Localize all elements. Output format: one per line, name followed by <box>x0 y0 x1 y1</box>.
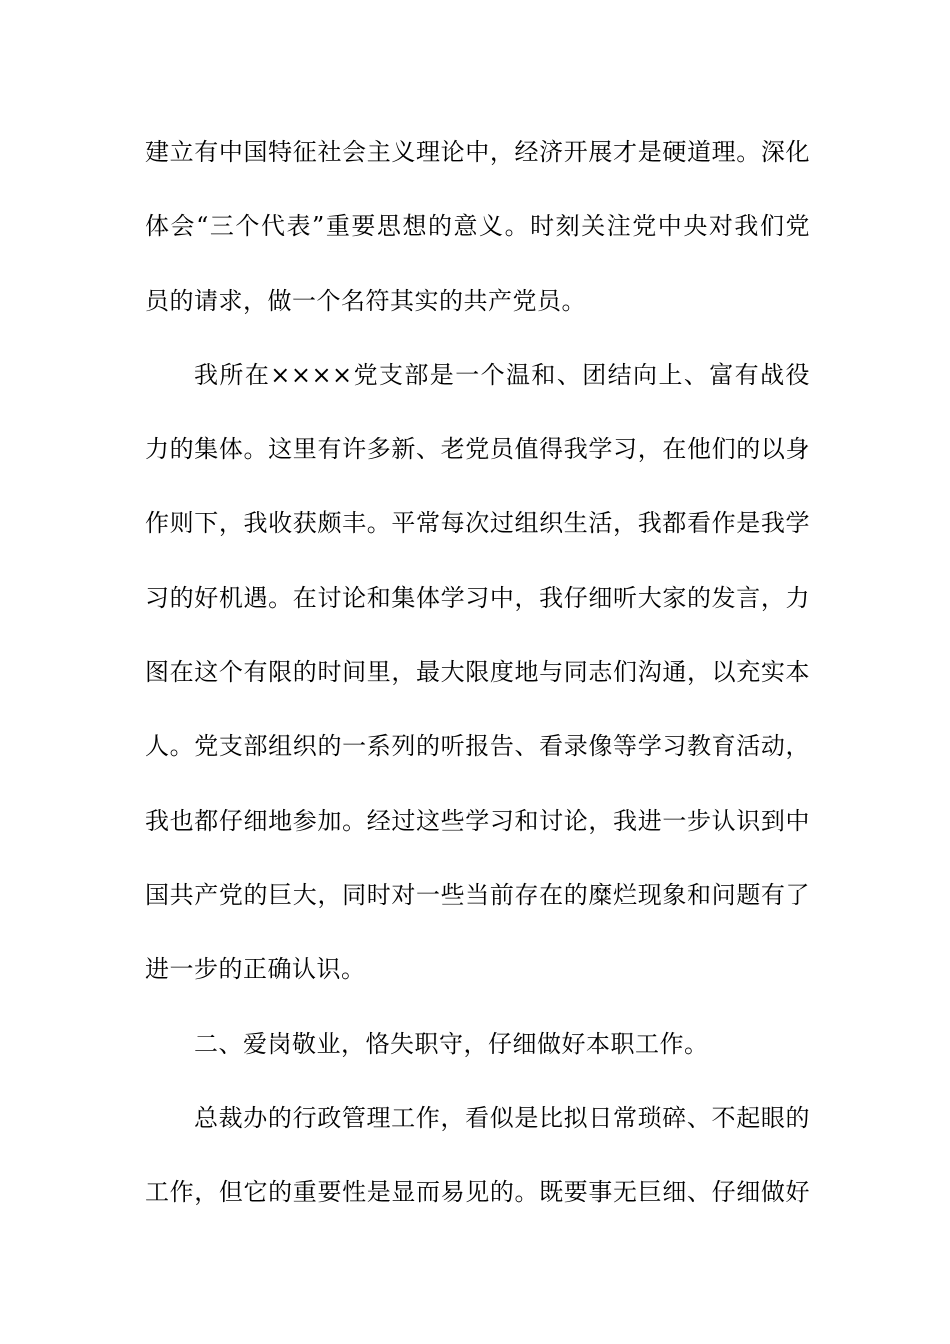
text-line: 人。党支部组织的一系列的听报告、看录像等学习教育活动， <box>145 732 810 761</box>
text-line: 体会“三个代表”重要思想的意义。时刻关注党中央对我们党 <box>145 212 810 241</box>
text-line: 员的请求，做一个名符其实的共产党员。 <box>145 286 586 315</box>
text-line: 建立有中国特征社会主义理论中，经济开展才是硬道理。深化 <box>145 138 810 166</box>
paragraph-2 <box>145 351 810 1020</box>
text-line: 工作，但它的重要性是显而易见的。既要事无巨细、仔细做好 <box>145 1178 810 1207</box>
text-line: 作则下，我收获颇丰。平常每次过组织生活，我都看作是我学 <box>145 509 810 538</box>
text-line: 习的好机遇。在讨论和集体学习中，我仔细听大家的发言，力 <box>145 583 810 612</box>
paragraph-3 <box>145 1094 810 1243</box>
paragraph-1 <box>145 128 810 351</box>
text-line: 我所在××××党支部是一个温和、团结向上、富有战役 <box>194 360 810 389</box>
heading-line: 二、爱岗敬业，恪失职守，仔细做好本职工作。 <box>194 1029 709 1058</box>
text-line: 国共产党的巨大，同时对一些当前存在的糜烂现象和问题有了 <box>145 880 810 909</box>
document-body <box>145 128 810 1242</box>
text-line: 总裁办的行政管理工作，看似是比拟日常琐碎、不起眼的 <box>194 1103 810 1132</box>
section-heading <box>145 1020 810 1094</box>
text-line: 力的集体。这里有许多新、老党员值得我学习，在他们的以身 <box>145 435 810 464</box>
text-line: 我也都仔细地参加。经过这些学习和讨论，我进一步认识到中 <box>145 806 810 835</box>
text-line: 图在这个有限的时间里，最大限度地与同志们沟通，以充实本 <box>145 658 810 687</box>
text-line: 进一步的正确认识。 <box>145 955 366 984</box>
